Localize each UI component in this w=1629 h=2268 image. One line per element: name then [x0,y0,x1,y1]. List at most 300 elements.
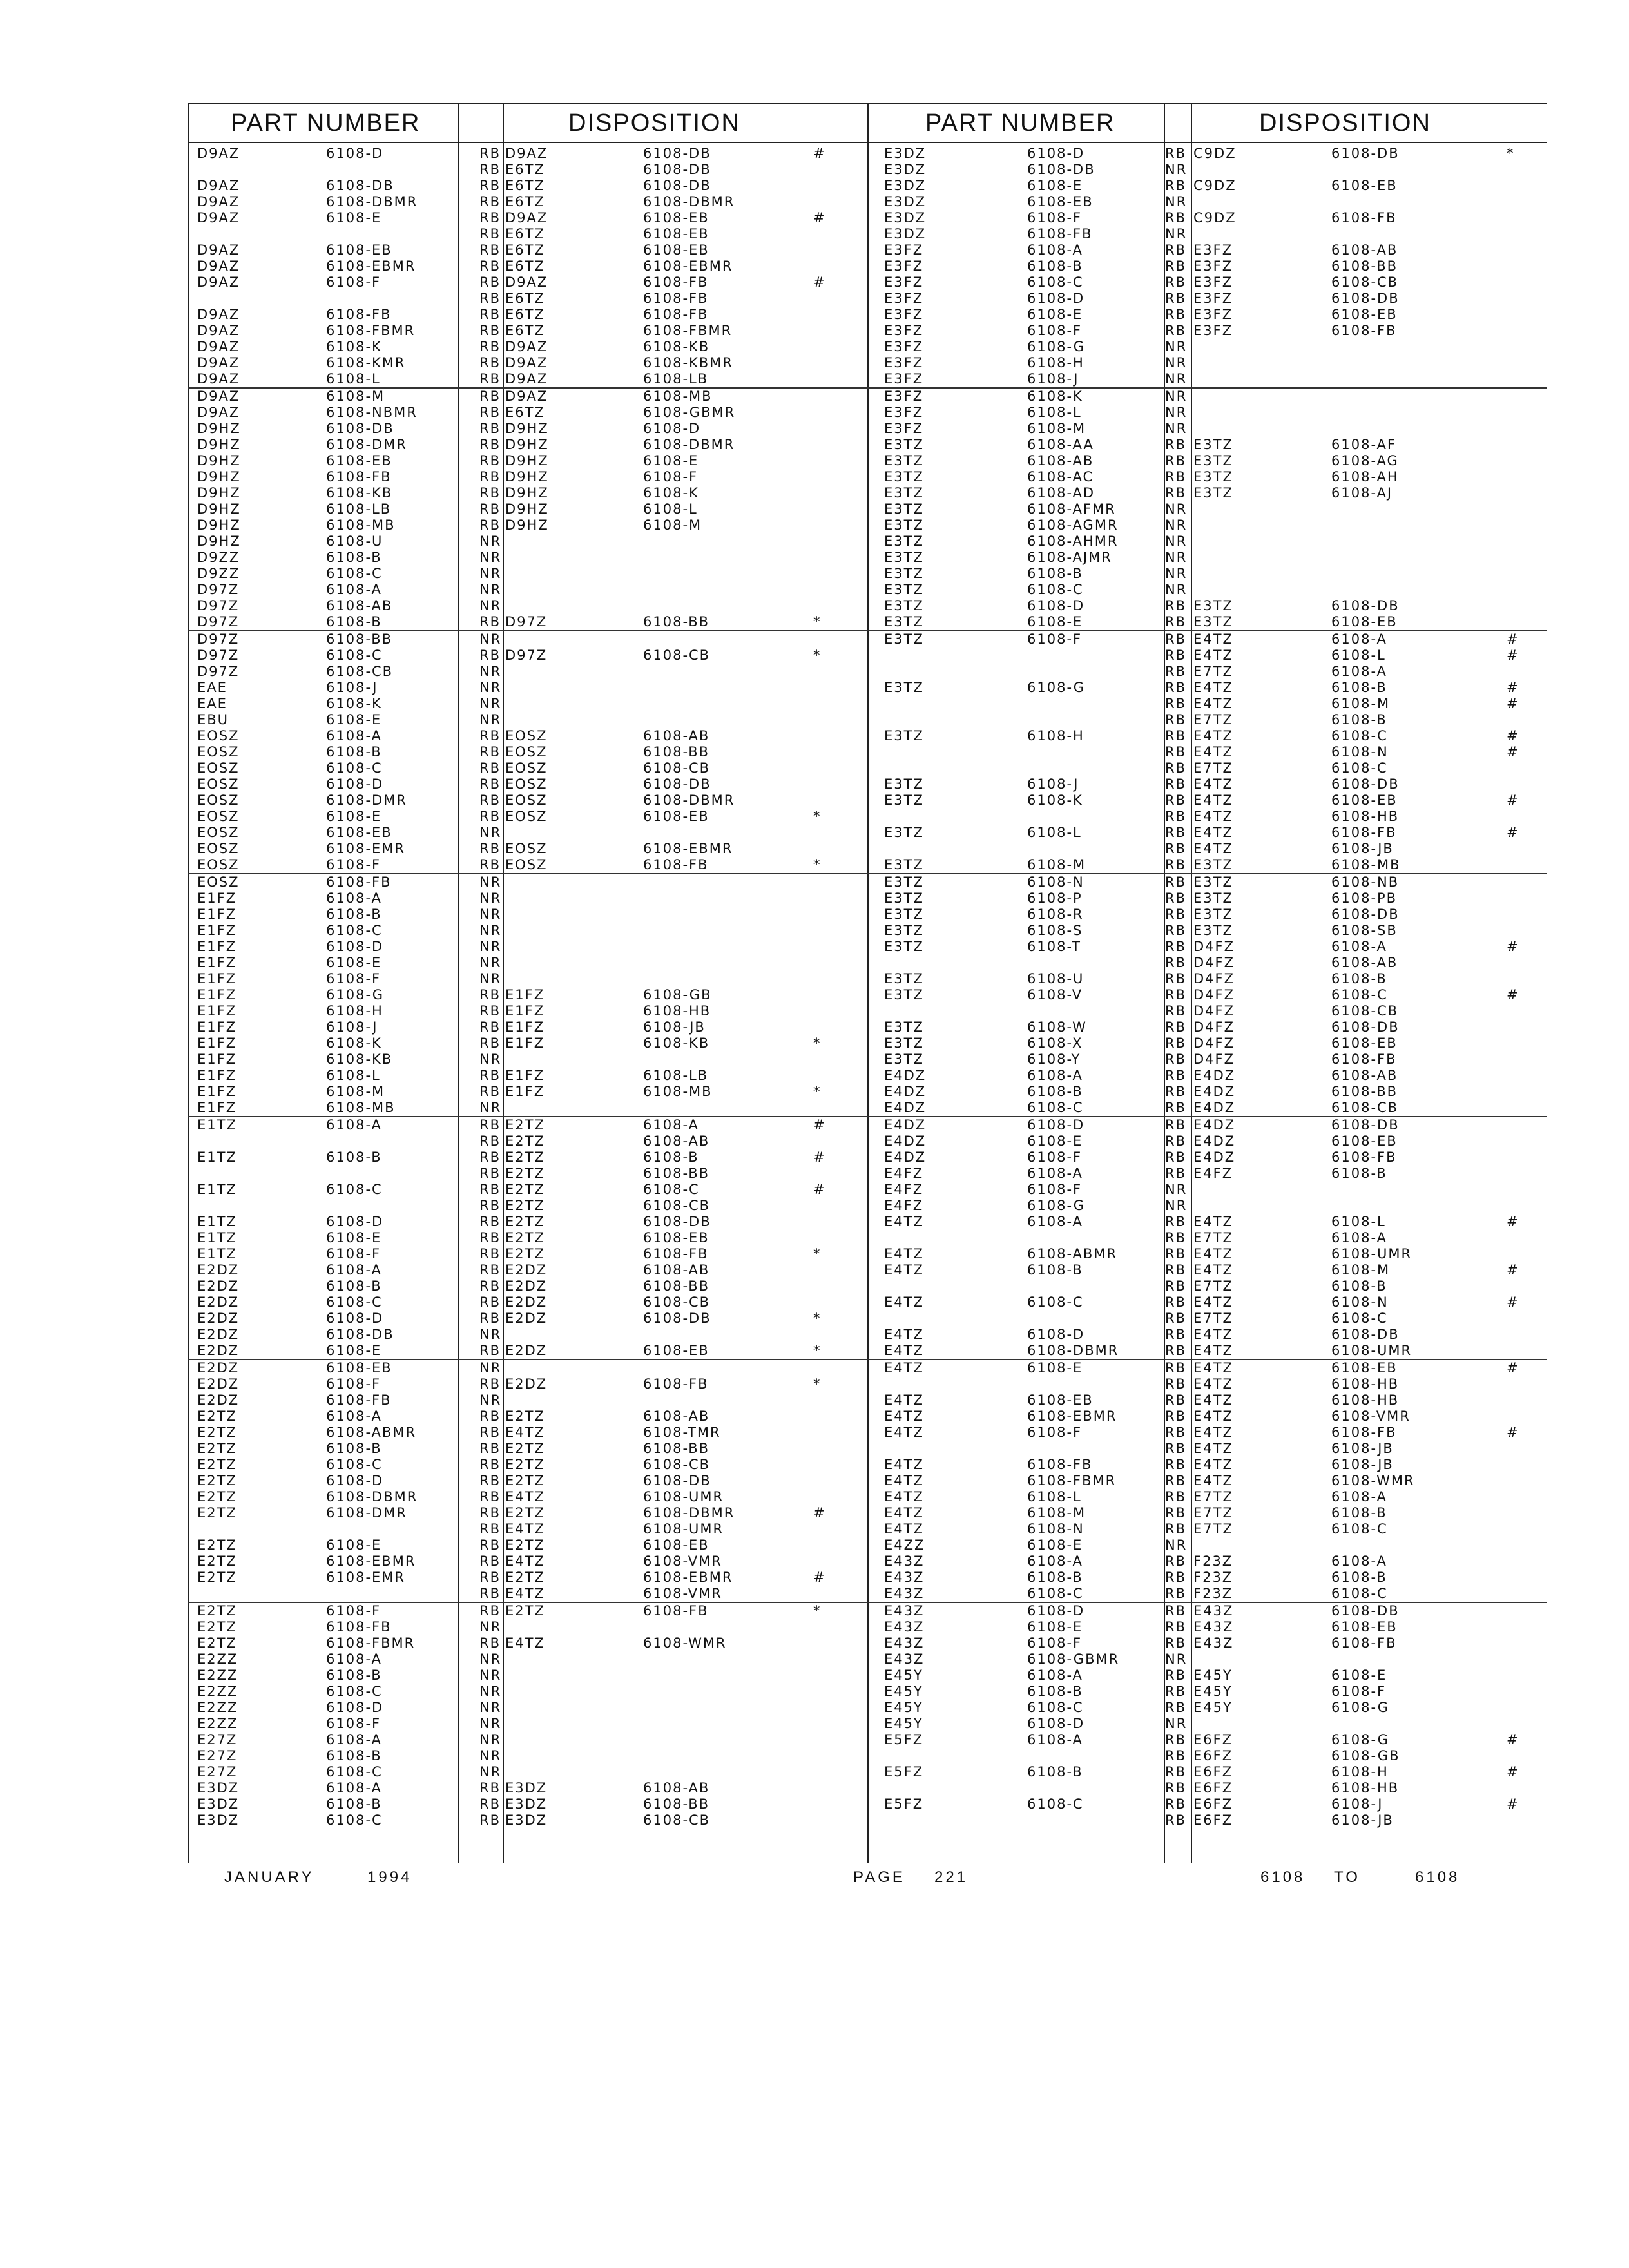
replacement-base: 6108-EB [1331,1035,1398,1051]
table-row [188,1100,863,1116]
replacement-prefix: E2DZ [505,1376,548,1392]
table-row [863,1408,1547,1425]
replacement-base: 6108-FB [643,857,709,872]
table-row [863,371,1547,387]
replacement-prefix: E4TZ [1193,1262,1233,1278]
table-row [863,1246,1547,1262]
replacement-base: 6108-EB [1331,307,1398,322]
replacement-prefix: D9AZ [505,355,548,370]
disposition-code: RB [479,1457,501,1472]
column-header-part-number: PART NUMBER [925,110,1115,137]
table-row [863,194,1547,210]
part-base: 6108-E [326,1343,382,1358]
table-row [863,1035,1547,1052]
disposition-code: RB [1165,939,1186,954]
part-prefix: D9AZ [197,339,240,354]
replacement-prefix: E3FZ [1193,291,1233,306]
part-prefix: E1FZ [197,907,237,922]
table-row [863,1003,1547,1019]
replacement-base: 6108-A [1331,1553,1387,1569]
disposition-code: RB [1165,631,1186,647]
replacement-prefix: E2TZ [505,1246,545,1262]
part-base: 6108-BB [326,631,393,647]
part-base: 6108-FBMR [326,1635,416,1651]
part-base: 6108-U [326,533,383,549]
table-row [188,1311,863,1327]
part-base: 6108-A [1027,1166,1083,1181]
replacement-prefix: E3TZ [1193,469,1233,485]
disposition-code: RB [1165,1003,1186,1019]
part-base: 6108-V [1027,987,1083,1003]
part-base: 6108-F [1027,631,1083,647]
part-prefix: E27Z [197,1748,238,1763]
replacement-prefix: E2TZ [505,1537,545,1553]
disposition-code: RB [1165,1425,1186,1440]
disposition-code: RB [479,1376,501,1392]
replacement-prefix: EOSZ [505,728,548,744]
table-row [188,533,863,550]
table-row [188,630,863,648]
part-prefix: E4FZ [884,1198,924,1213]
part-base: 6108-B [326,1796,382,1812]
disposition-code: RB [479,146,501,161]
replacement-base: 6108-J [1331,1796,1383,1812]
replacement-base: 6108-VMR [643,1553,722,1569]
disposition-code: RB [479,389,501,404]
disposition-code: RB [479,987,501,1003]
table-row [863,1214,1547,1230]
disposition-code: NR [479,550,502,565]
replacement-prefix: D4FZ [1193,955,1235,970]
replacement-base: 6108-H [1331,1764,1389,1780]
part-prefix: E3TZ [884,1035,924,1051]
replacement-prefix: F23Z [1193,1586,1233,1601]
disposition-code: NR [1165,371,1188,387]
disposition-code: RB [1165,210,1186,226]
table-row [188,1570,863,1586]
part-prefix: D97Z [197,582,240,597]
table-row [863,793,1547,809]
table-row [863,1166,1547,1182]
part-prefix: EOSZ [197,841,240,856]
replacement-base: 6108-CB [643,1812,711,1828]
part-base: 6108-C [326,1294,383,1310]
part-prefix: E3FZ [884,371,924,387]
table-row [188,1149,863,1166]
part-prefix: E1FZ [197,1084,237,1099]
replacement-base: 6108-FB [643,274,709,290]
disposition-code: NR [479,566,502,581]
part-base: 6108-L [1027,825,1082,840]
disposition-code: RB [1165,1684,1186,1699]
table-row [188,1619,863,1635]
disposition-code: RB [1165,1035,1186,1051]
part-base: 6108-J [326,680,378,695]
disposition-code: RB [479,760,501,776]
replacement-base: 6108-M [1331,1262,1391,1278]
table-row [188,178,863,194]
table-row [188,1537,863,1553]
table-row [863,1748,1547,1764]
table-row [188,194,863,210]
part-prefix: EAE [197,680,227,695]
revision-mark: # [1507,1294,1519,1310]
part-prefix: E4DZ [884,1149,927,1165]
part-prefix: EOSZ [197,874,240,890]
disposition-code: RB [1165,1311,1186,1326]
disposition-code: RB [479,1635,501,1651]
replacement-base: 6108-TMR [643,1425,721,1440]
disposition-code: NR [1165,405,1188,420]
part-prefix: E3FZ [884,291,924,306]
part-base: 6108-F [326,274,381,290]
part-base: 6108-B [1027,1684,1083,1699]
table-row [863,696,1547,712]
part-base: 6108-DMR [326,1505,407,1521]
disposition-code: RB [1165,146,1186,161]
table-row [863,162,1547,178]
disposition-code: RB [1165,760,1186,776]
table-row [863,841,1547,857]
table-row [188,1651,863,1667]
disposition-code: RB [1165,1214,1186,1229]
disposition-code: RB [479,1166,501,1181]
replacement-prefix: E3FZ [1193,323,1233,338]
table-row [863,825,1547,841]
disposition-code: NR [1165,1537,1188,1553]
part-prefix: E3TZ [884,971,924,986]
replacement-prefix: E3FZ [1193,307,1233,322]
table-row [188,1796,863,1812]
table-row [188,680,863,696]
disposition-code: RB [1165,1619,1186,1635]
part-prefix: E3TZ [884,1019,924,1035]
part-prefix: E1TZ [197,1149,237,1165]
part-base: 6108-MB [326,1100,396,1115]
part-prefix: D9AZ [197,146,240,161]
replacement-prefix: E6FZ [1193,1732,1233,1747]
part-base: 6108-EB [326,242,392,258]
part-prefix: E3TZ [884,923,924,938]
disposition-code: RB [1165,776,1186,792]
part-prefix: E1FZ [197,1100,237,1115]
replacement-prefix: D9HZ [505,501,549,517]
part-prefix: E2DZ [197,1327,240,1342]
part-base: 6108-C [326,1684,383,1699]
revision-mark: * [813,1246,822,1262]
part-prefix: E3DZ [197,1780,240,1796]
replacement-prefix: EOSZ [505,841,548,856]
disposition-code: NR [1165,162,1188,177]
revision-mark: * [813,1035,822,1051]
replacement-prefix: E3TZ [1193,907,1233,922]
disposition-code: NR [479,582,502,597]
replacement-base: 6108-B [1331,1505,1387,1521]
part-base: 6108-N [1027,874,1084,890]
replacement-prefix: E45Y [1193,1667,1233,1683]
replacement-base: 6108-N [1331,744,1389,760]
table-row [188,1489,863,1505]
disposition-code: RB [1165,648,1186,663]
revision-mark: # [813,1182,826,1197]
part-prefix: E2TZ [197,1635,237,1651]
disposition-code: RB [479,1133,501,1149]
disposition-code: RB [1165,1246,1186,1262]
part-prefix: E3DZ [197,1812,240,1828]
replacement-prefix: EOSZ [505,857,548,872]
table-row [188,405,863,421]
part-prefix: E3TZ [884,566,924,581]
disposition-code: RB [1165,1084,1186,1099]
table-row [188,776,863,793]
part-prefix: EOSZ [197,809,240,824]
part-prefix: E3TZ [884,728,924,744]
disposition-code: RB [1165,971,1186,986]
part-prefix: E3FZ [884,389,924,404]
replacement-prefix: E7TZ [1193,760,1233,776]
replacement-base: 6108-EB [643,226,709,242]
disposition-code: RB [1165,323,1186,338]
replacement-base: 6108-C [1331,987,1388,1003]
part-prefix: E1FZ [197,890,237,906]
part-prefix: E3TZ [884,598,924,613]
disposition-code: NR [479,1619,502,1635]
replacement-prefix: D9HZ [505,437,549,452]
replacement-base: 6108-EB [1331,1133,1398,1149]
replacement-base: 6108-FB [643,307,709,322]
part-base: 6108-F [326,1246,381,1262]
replacement-base: 6108-FBMR [643,323,733,338]
table-row [863,955,1547,971]
disposition-code: NR [479,696,502,711]
part-base: 6108-F [326,1716,381,1731]
replacement-base: 6108-EB [1331,1619,1398,1635]
replacement-base: 6108-F [1331,1684,1387,1699]
part-prefix: D9AZ [197,210,240,226]
replacement-prefix: E3TZ [1193,923,1233,938]
disposition-code: RB [479,1473,501,1488]
part-prefix: E3TZ [884,680,924,695]
disposition-code: NR [1165,355,1188,370]
part-prefix: D97Z [197,648,240,663]
part-base: 6108-E [1027,1133,1083,1149]
revision-mark: # [1507,1764,1519,1780]
part-prefix: E2DZ [197,1294,240,1310]
table-row [188,469,863,485]
part-prefix: E4TZ [884,1360,924,1376]
part-prefix: E2ZZ [197,1716,238,1731]
revision-mark: # [1507,1214,1519,1229]
replacement-prefix: E4TZ [1193,825,1233,840]
part-prefix: E27Z [197,1732,238,1747]
table-row [188,323,863,339]
table-row [188,1684,863,1700]
replacement-prefix: E4TZ [1193,1457,1233,1472]
table-row [863,1684,1547,1700]
part-base: 6108-D [326,776,384,792]
part-base: 6108-DBMR [1027,1343,1119,1358]
part-prefix: E4FZ [884,1182,924,1197]
part-prefix: E2DZ [197,1392,240,1408]
part-prefix: D9HZ [197,517,241,533]
table-row [188,421,863,437]
replacement-prefix: E4TZ [1193,841,1233,856]
replacement-base: 6108-DB [1331,598,1400,613]
replacement-base: 6108-AB [643,1133,710,1149]
table-row [863,178,1547,194]
replacement-base: 6108-FB [643,1376,709,1392]
part-prefix: E3DZ [197,1796,240,1812]
disposition-code: RB [1165,1327,1186,1342]
table-row [188,1700,863,1716]
table-row [188,1812,863,1829]
disposition-code: RB [1165,1586,1186,1601]
revision-mark: # [1507,793,1519,808]
replacement-prefix: E43Z [1193,1619,1234,1635]
part-base: 6108-DBMR [326,1489,418,1504]
part-base: 6108-C [326,566,383,581]
table-row [188,1441,863,1457]
disposition-code: RB [479,1149,501,1165]
disposition-code: RB [479,405,501,420]
disposition-code: RB [1165,1570,1186,1585]
part-prefix: E45Y [884,1684,923,1699]
table-row [863,1343,1547,1359]
disposition-code: RB [479,1343,501,1358]
part-base: 6108-F [326,1376,381,1392]
replacement-base: 6108-E [1331,1667,1387,1683]
disposition-code: RB [1165,485,1186,501]
part-base: 6108-FB [326,469,392,485]
part-base: 6108-A [326,1408,382,1424]
replacement-base: 6108-EB [643,1230,709,1245]
replacement-base: 6108-B [1331,680,1387,695]
replacement-base: 6108-DB [643,178,711,193]
part-base: 6108-C [326,648,383,663]
table-row [188,939,863,955]
replacement-base: 6108-A [1331,1489,1387,1504]
part-prefix: E3FZ [884,258,924,274]
part-prefix: E3TZ [884,550,924,565]
replacement-prefix: E4TZ [1193,776,1233,792]
replacement-prefix: E4TZ [1193,809,1233,824]
part-base: 6108-A [1027,1732,1083,1747]
part-base: 6108-F [326,971,381,986]
table-row [188,162,863,178]
right-table [863,103,1547,1863]
part-base: 6108-J [1027,371,1079,387]
revision-mark: # [813,146,826,161]
part-prefix: D97Z [197,614,240,629]
disposition-code: RB [1165,1603,1186,1619]
replacement-base: 6108-LB [643,1068,709,1083]
part-prefix: E4FZ [884,1166,924,1181]
replacement-base: 6108-CB [643,1294,711,1310]
disposition-code: RB [479,1505,501,1521]
replacement-base: 6108-E [643,453,699,468]
replacement-prefix: E3DZ [505,1812,548,1828]
part-prefix: E3FZ [884,323,924,338]
replacement-base: 6108-JB [1331,1441,1394,1456]
replacement-prefix: E7TZ [1193,1230,1233,1245]
part-base: 6108-F [1027,210,1083,226]
part-base: 6108-D [1027,1327,1085,1342]
replacement-base: 6108-DB [1331,1019,1400,1035]
replacement-prefix: D9AZ [505,210,548,226]
table-row [863,1311,1547,1327]
part-prefix: E5FZ [884,1764,924,1780]
part-prefix: E43Z [884,1651,925,1667]
table-row [863,437,1547,453]
disposition-code: RB [479,1796,501,1812]
table-row [863,1651,1547,1667]
table-row [863,1198,1547,1214]
part-base: 6108-DBMR [326,194,418,209]
part-base: 6108-A [326,1732,382,1747]
part-prefix: E2TZ [197,1457,237,1472]
replacement-prefix: E4TZ [505,1521,545,1537]
disposition-code: NR [479,680,502,695]
part-base: 6108-DMR [326,437,407,452]
part-base: 6108-EMR [326,1570,405,1585]
table-row [188,437,863,453]
table-row [188,210,863,226]
part-base: 6108-MB [326,517,396,533]
part-base: 6108-DB [326,1327,394,1342]
disposition-code: RB [1165,696,1186,711]
disposition-code: RB [479,1262,501,1278]
part-prefix: E3TZ [884,890,924,906]
disposition-code: RB [1165,1441,1186,1456]
part-prefix: E3TZ [884,857,924,872]
table-row [863,598,1547,614]
replacement-base: 6108-MB [643,1084,713,1099]
replacement-prefix: E2TZ [505,1117,545,1133]
part-base: 6108-D [326,1700,384,1715]
replacement-base: 6108-B [1331,712,1387,727]
table-row [188,1602,863,1619]
footer-date-year: 1994 [367,1869,412,1886]
disposition-code: RB [479,371,501,387]
disposition-code: RB [1165,437,1186,452]
part-base: 6108-B [326,550,382,565]
part-base: 6108-S [1027,923,1083,938]
replacement-base: 6108-M [643,517,702,533]
table-row [863,1019,1547,1035]
part-prefix: E4TZ [884,1473,924,1488]
disposition-code: RB [1165,1019,1186,1035]
replacement-base: 6108-B [1331,1278,1387,1294]
part-base: 6108-E [1027,1619,1083,1635]
table-row [863,1182,1547,1198]
part-prefix: D9AZ [197,258,240,274]
replacement-prefix: E4TZ [1193,631,1233,647]
part-base: 6108-C [1027,1294,1084,1310]
disposition-code: RB [1165,664,1186,679]
table-row [863,1602,1547,1619]
disposition-code: RB [1165,890,1186,906]
replacement-base: 6108-EBMR [643,841,733,856]
part-base: 6108-AD [1027,485,1095,501]
revision-mark: # [1507,1360,1519,1376]
table-row [863,1667,1547,1684]
part-prefix: D9AZ [197,194,240,209]
table-row [863,680,1547,696]
replacement-base: 6108-EB [1331,1360,1398,1376]
part-prefix: E4TZ [884,1408,924,1424]
part-prefix: E3TZ [884,631,924,647]
disposition-code: RB [1165,453,1186,468]
